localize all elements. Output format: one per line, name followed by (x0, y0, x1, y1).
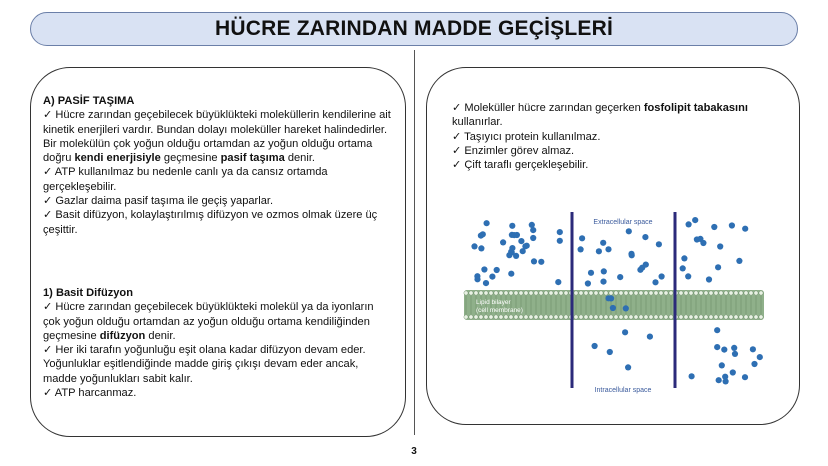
molecule (578, 246, 584, 252)
molecule (531, 258, 537, 264)
phospholipid-head (604, 315, 608, 319)
molecule (471, 243, 477, 249)
diffusion-illustration (456, 210, 772, 395)
molecule (681, 255, 687, 261)
molecule (715, 264, 721, 270)
molecule (605, 295, 611, 301)
check-icon: ✓ (452, 129, 462, 143)
phospholipid-head (709, 291, 713, 295)
passive-transport-section (43, 94, 395, 237)
phospholipid-head (754, 291, 758, 295)
text-run: geçmesine (160, 152, 221, 165)
phospholipid-head (654, 291, 658, 295)
molecule (647, 334, 653, 340)
phospholipid-head (564, 315, 568, 319)
text-run: Hücre zarından geçebilecek büyüklükteki moleküllerin kendilerine ait kinetik enerjileri vardır. Bundan dolayı moleküller hareket halindedirler. Bir molekülün çok yoğun olduğu ortamdan az yoğun olduğu ortama doğru (43, 109, 391, 165)
phospholipid-head (514, 315, 518, 319)
phospholipid-head (684, 291, 688, 295)
phospholipid-head (494, 291, 498, 295)
phospholipid-head (619, 315, 623, 319)
molecule (592, 343, 598, 349)
phospholipid-head (529, 315, 533, 319)
page-title: HÜCRE ZARINDAN MADDE GEÇİŞLERİ (214, 17, 613, 40)
passive-paragraph-1 (43, 108, 395, 165)
molecule (588, 270, 594, 276)
molecule (686, 221, 692, 227)
molecule (538, 259, 544, 265)
phospholipid-head (494, 315, 498, 319)
phospholipid-head (724, 315, 728, 319)
text-run: denir. (145, 329, 176, 342)
phospholipid-head (489, 291, 493, 295)
molecule (694, 236, 700, 242)
phospholipid-head (464, 291, 468, 295)
phospholipid-head (719, 315, 723, 319)
phospholipid-head (614, 315, 618, 319)
molecule (622, 329, 628, 335)
check-icon: ✓ (43, 300, 53, 314)
phospholipid-head (649, 315, 653, 319)
phospholipid-head (574, 291, 578, 295)
phospholipid-head (729, 291, 733, 295)
molecule (511, 232, 517, 238)
phospholipid-head (544, 291, 548, 295)
phospholipid-head (664, 291, 668, 295)
molecule (700, 240, 706, 246)
phospholipid-head (474, 315, 478, 319)
molecule (723, 378, 729, 384)
phospholipid-head (749, 315, 753, 319)
phospholipid-head (699, 315, 703, 319)
phospholipid-head (759, 315, 763, 319)
phospholipid-head (539, 291, 543, 295)
text-run: denir. (284, 152, 315, 165)
phospholipid-head (664, 315, 668, 319)
molecule (529, 222, 535, 228)
phospholipid-head (519, 291, 523, 295)
text-run: kullanırlar. (452, 116, 503, 129)
phospholipid-head (694, 315, 698, 319)
lipid-label-line-2: (cell membrane) (476, 307, 523, 314)
check-icon: ✓ (452, 143, 462, 157)
phospholipid-head (609, 315, 613, 319)
molecule (692, 217, 698, 223)
molecule (530, 227, 536, 233)
phospholipid-head (754, 315, 758, 319)
molecule (557, 229, 563, 235)
molecule (617, 274, 623, 280)
text-run: Çift taraflı gerçekleşebilir. (461, 159, 589, 172)
molecule (489, 274, 495, 280)
phospholipid-head (624, 291, 628, 295)
phospholipid-head (554, 291, 558, 295)
bold-text: difüzyon (99, 329, 146, 342)
molecule (751, 361, 757, 367)
phospholipid-head (654, 315, 658, 319)
phospholipid-head (744, 315, 748, 319)
phospholipid-head (624, 315, 628, 319)
phospholipid-head (699, 291, 703, 295)
molecule (717, 243, 723, 249)
phospholipid-head (679, 315, 683, 319)
phospholipid-head (499, 291, 503, 295)
molecule (508, 271, 514, 277)
phospholipid-head (719, 291, 723, 295)
text-run: Taşıyıcı protein kullanılmaz. (461, 130, 601, 143)
molecule (555, 279, 561, 285)
phospholipid-head (539, 315, 543, 319)
phospholipid-head (524, 315, 528, 319)
phospholipid-head (484, 291, 488, 295)
phospholipid-head (469, 291, 473, 295)
phospholipid-head (704, 315, 708, 319)
page-number: 3 (411, 446, 417, 457)
property-3 (452, 144, 792, 158)
phospholipid-head (649, 291, 653, 295)
molecule (730, 369, 736, 375)
passive-paragraph-4 (43, 208, 395, 237)
molecule (706, 276, 712, 282)
phospholipid-head (519, 315, 523, 319)
molecule (480, 231, 486, 237)
molecule (600, 279, 606, 285)
phospholipid-head (659, 315, 663, 319)
molecule (742, 374, 748, 380)
phospholipid-head (729, 315, 733, 319)
phospholipid-head (669, 315, 673, 319)
phospholipid-head (629, 291, 633, 295)
phospholipid-head (484, 315, 488, 319)
phospholipid-head (599, 315, 603, 319)
property-4 (452, 158, 792, 172)
phospholipid-head (739, 315, 743, 319)
phospholipid-head (489, 315, 493, 319)
molecule (731, 345, 737, 351)
phospholipid-head (529, 291, 533, 295)
phospholipid-head (474, 291, 478, 295)
molecule (711, 224, 717, 230)
title-banner (30, 12, 798, 46)
passive-paragraph-3 (43, 194, 395, 208)
molecule (732, 351, 738, 357)
molecule (742, 226, 748, 232)
phospholipid-head (749, 291, 753, 295)
molecule (642, 234, 648, 240)
molecule (685, 273, 691, 279)
text-run: ATP kullanılmaz bu nedenle canlı ya da cansız ortamda gerçekleşebilir. (43, 166, 328, 193)
text-run: Enzimler görev almaz. (461, 144, 575, 157)
phospholipid-head (644, 291, 648, 295)
phospholipid-head (564, 291, 568, 295)
phospholipid-head (634, 315, 638, 319)
phospholipid-head (499, 315, 503, 319)
molecule (520, 248, 526, 254)
phospholipid-head (504, 315, 508, 319)
phospholipid-head (524, 291, 528, 295)
phospholipid-head (579, 291, 583, 295)
phospholipid-head (599, 291, 603, 295)
phospholipid-head (534, 291, 538, 295)
lipid-label-line-1: Lipid bilayer (476, 299, 511, 306)
molecule (729, 222, 735, 228)
property-2 (452, 130, 792, 144)
molecule (736, 258, 742, 264)
phospholipid-head (689, 315, 693, 319)
molecule (607, 349, 613, 355)
molecule (557, 238, 563, 244)
bold-text: fosfolipit tabakasını (643, 102, 748, 114)
text-run: Gazlar daima pasif taşıma ile geçiş yaparlar. (52, 195, 274, 208)
passive-paragraph-2 (43, 165, 395, 194)
text-run: ATP harcanmaz. (52, 387, 137, 400)
molecule (483, 280, 489, 286)
phospholipid-head (544, 315, 548, 319)
phospholipid-head (584, 291, 588, 295)
molecule (629, 252, 635, 258)
phospholipid-head (584, 315, 588, 319)
molecule (757, 354, 763, 360)
molecule (579, 235, 585, 241)
molecule (659, 273, 665, 279)
phospholipid-head (734, 315, 738, 319)
molecule (605, 246, 611, 252)
molecule (714, 327, 720, 333)
phospholipid-head (594, 315, 598, 319)
phospholipid-head (479, 291, 483, 295)
phospholipid-head (694, 291, 698, 295)
phospholipid-head (684, 315, 688, 319)
text-run: Hücre zarından geçebilecek büyüklükteki molekül ya da iyonların çok yoğun olduğu ortamdan az yoğun olduğu ortama kendiliğinden geçmesine (43, 301, 374, 342)
text-run: Basit difüzyon, kolaylaştırılmış difüzyon ve ozmos olmak üzere üç çeşittir. (43, 209, 378, 236)
phospholipid-head (559, 291, 563, 295)
bold-text: kendi enerjisiyle (74, 152, 161, 165)
phospholipid-head (714, 291, 718, 295)
check-icon: ✓ (452, 101, 462, 114)
phospholipid-head (549, 315, 553, 319)
molecule (680, 265, 686, 271)
phospholipid-head (704, 291, 708, 295)
phospholipid-head (629, 315, 633, 319)
phospholipid-head (689, 291, 693, 295)
diffusion-paragraph-2 (43, 343, 393, 386)
check-icon: ✓ (43, 165, 53, 179)
phospholipid-head (559, 315, 563, 319)
molecule (585, 280, 591, 286)
phospholipid-head (514, 291, 518, 295)
phospholipid-head (669, 291, 673, 295)
phospholipid-head (479, 315, 483, 319)
molecule (610, 305, 616, 311)
phospholipid-head (644, 315, 648, 319)
diffusion-heading: 1) Basit Difüzyon (43, 287, 133, 299)
check-icon: ✓ (43, 108, 53, 122)
phospholipid-head (509, 291, 513, 295)
molecule (719, 362, 725, 368)
phospholipid-head (739, 291, 743, 295)
property-1 (452, 101, 792, 130)
phospholipid-head (744, 291, 748, 295)
phospholipid-head (639, 315, 643, 319)
phospholipid-head (679, 291, 683, 295)
phospholipid-head (579, 315, 583, 319)
phospholipid-head (504, 291, 508, 295)
phospholipid-head (589, 291, 593, 295)
molecule (600, 240, 606, 246)
phospholipid-head (609, 291, 613, 295)
phospholipid-head (534, 315, 538, 319)
molecule (481, 266, 487, 272)
molecule (509, 223, 515, 229)
bold-text: pasif taşıma (220, 152, 285, 165)
check-icon: ✓ (43, 343, 53, 357)
molecule (494, 267, 500, 273)
phospholipid-head (549, 291, 553, 295)
phospholipid-head (614, 291, 618, 295)
molecule (639, 265, 645, 271)
phospholipid-head (509, 315, 513, 319)
molecule (596, 248, 602, 254)
molecule (721, 347, 727, 353)
molecule (714, 344, 720, 350)
phospholipid-head (734, 291, 738, 295)
diffusion-paragraph-1 (43, 300, 393, 343)
molecule (656, 241, 662, 247)
molecule (474, 276, 480, 282)
molecule (484, 220, 490, 226)
molecule (530, 235, 536, 241)
phospholipid-head (724, 291, 728, 295)
phospholipid-head (594, 291, 598, 295)
center-divider (414, 50, 415, 435)
check-icon: ✓ (43, 386, 53, 400)
text-run: Moleküller hücre zarından geçerken (461, 102, 644, 114)
phospholipid-head (714, 315, 718, 319)
check-icon: ✓ (43, 208, 53, 222)
phospholipid-head (619, 291, 623, 295)
molecule (623, 305, 629, 311)
phospholipid-head (604, 291, 608, 295)
phospholipid-head (574, 315, 578, 319)
passive-heading: A) PASİF TAŞIMA (43, 95, 135, 107)
molecule (652, 279, 658, 285)
molecule (750, 346, 756, 352)
intracellular-label: Intracellular space (594, 387, 652, 394)
molecule (689, 373, 695, 379)
check-icon: ✓ (452, 158, 462, 172)
text-run: Her iki tarafın yoğunluğu eşit olana kadar difüzyon devam eder. Yoğunluklar eşitlendiğinde madde giriş çıkışı devam eder ancak, madde yoğunlukları sabit kalır. (43, 344, 366, 385)
molecule (626, 228, 632, 234)
molecule (478, 245, 484, 251)
phospholipid-head (709, 315, 713, 319)
diffusion-paragraph-3 (43, 386, 393, 400)
phospholipid-head (759, 291, 763, 295)
phospholipid-head (634, 291, 638, 295)
phospholipid-head (469, 315, 473, 319)
molecule (601, 268, 607, 274)
molecule (625, 364, 631, 370)
phospholipid-head (639, 291, 643, 295)
molecule (509, 245, 515, 251)
diffusion-properties (452, 101, 792, 172)
molecule (524, 243, 530, 249)
check-icon: ✓ (43, 194, 53, 208)
phospholipid-head (659, 291, 663, 295)
molecule (518, 238, 524, 244)
molecule (716, 377, 722, 383)
molecule (500, 239, 506, 245)
extracellular-label: Extracellular space (593, 219, 653, 226)
phospholipid-head (589, 315, 593, 319)
simple-diffusion-section (43, 286, 393, 400)
phospholipid-head (464, 315, 468, 319)
phospholipid-head (554, 315, 558, 319)
